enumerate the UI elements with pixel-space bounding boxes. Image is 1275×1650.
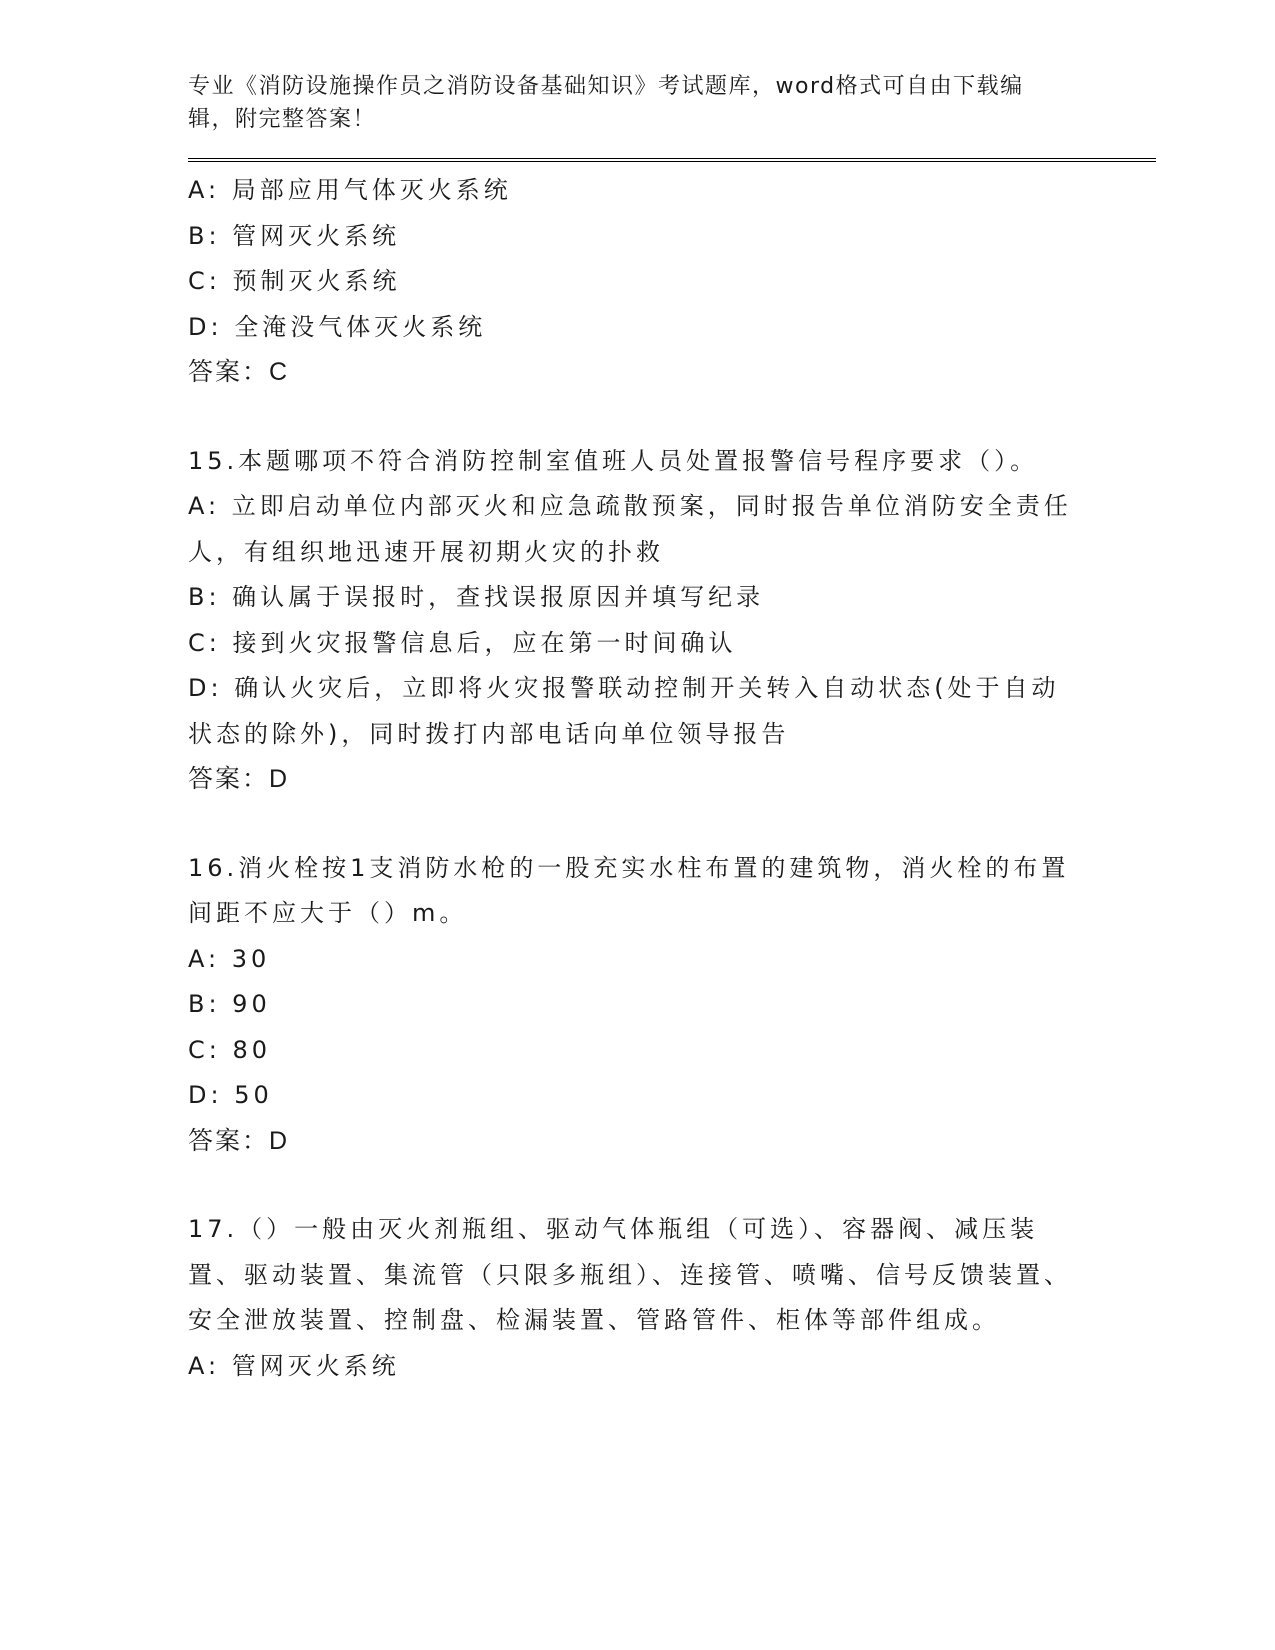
question-stem: 16.消火栓按1支消防水枪的一股充实水柱布置的建筑物，消火栓的布置间距不应大于（）m。 xyxy=(188,853,1070,927)
answer-line: 答案：C xyxy=(188,358,290,386)
document-header: 专业《消防设施操作员之消防设备基础知识》考试题库，word格式可自由下载编辑，附完整答案！ xyxy=(188,74,1024,132)
option-b: B: 管网灭火系统 xyxy=(188,221,401,250)
answer-line: 答案：D xyxy=(188,1126,290,1155)
option-c: C: 预制灭火系统 xyxy=(188,267,401,295)
answer-line: 答案：D xyxy=(188,765,290,793)
question-stem: 15.本题哪项不符合消防控制室值班人员处置报警信号程序要求（）。 xyxy=(188,446,1039,475)
option-a: A: 立即启动单位内部灭火和应急疏散预案，同时报告单位消防安全责任人，有组织地迅速开展初期火灾的扑救 xyxy=(188,492,1072,566)
option-b: B: 90 xyxy=(188,990,271,1018)
question-stem: 17.（）一般由灭火剂瓶组、驱动气体瓶组（可选）、容器阀、减压装置、驱动装置、集流管（只限多瓶组）、连接管、喷嘴、信号反馈装置、安全泄放装置、控制盘、检漏装置、管路管件、柜体等部件组成。 xyxy=(188,1215,1072,1334)
header-divider xyxy=(188,158,1156,162)
option-b: B: 确认属于误报时，查找误报原因并填写纪录 xyxy=(188,583,765,611)
question-16 xyxy=(188,846,1088,1165)
question-17 xyxy=(188,1207,1088,1389)
question-15 xyxy=(188,439,1088,803)
option-c: C: 接到火灾报警信息后，应在第一时间确认 xyxy=(188,628,737,657)
option-d: D: 50 xyxy=(188,1081,273,1109)
previous-question-options xyxy=(188,168,1088,396)
option-a: A: 局部应用气体灭火系统 xyxy=(188,176,512,204)
document-page xyxy=(188,70,1088,1389)
option-d: D: 全淹没气体灭火系统 xyxy=(188,312,487,341)
option-d: D: 确认火灾后，立即将火灾报警联动控制开关转入自动状态(处于自动状态的除外)，同时拨打内部电话向单位领导报告 xyxy=(188,674,1060,748)
option-a: A: 30 xyxy=(188,944,271,973)
option-c: C: 80 xyxy=(188,1035,272,1064)
option-a: A: 管网灭火系统 xyxy=(188,1351,400,1380)
